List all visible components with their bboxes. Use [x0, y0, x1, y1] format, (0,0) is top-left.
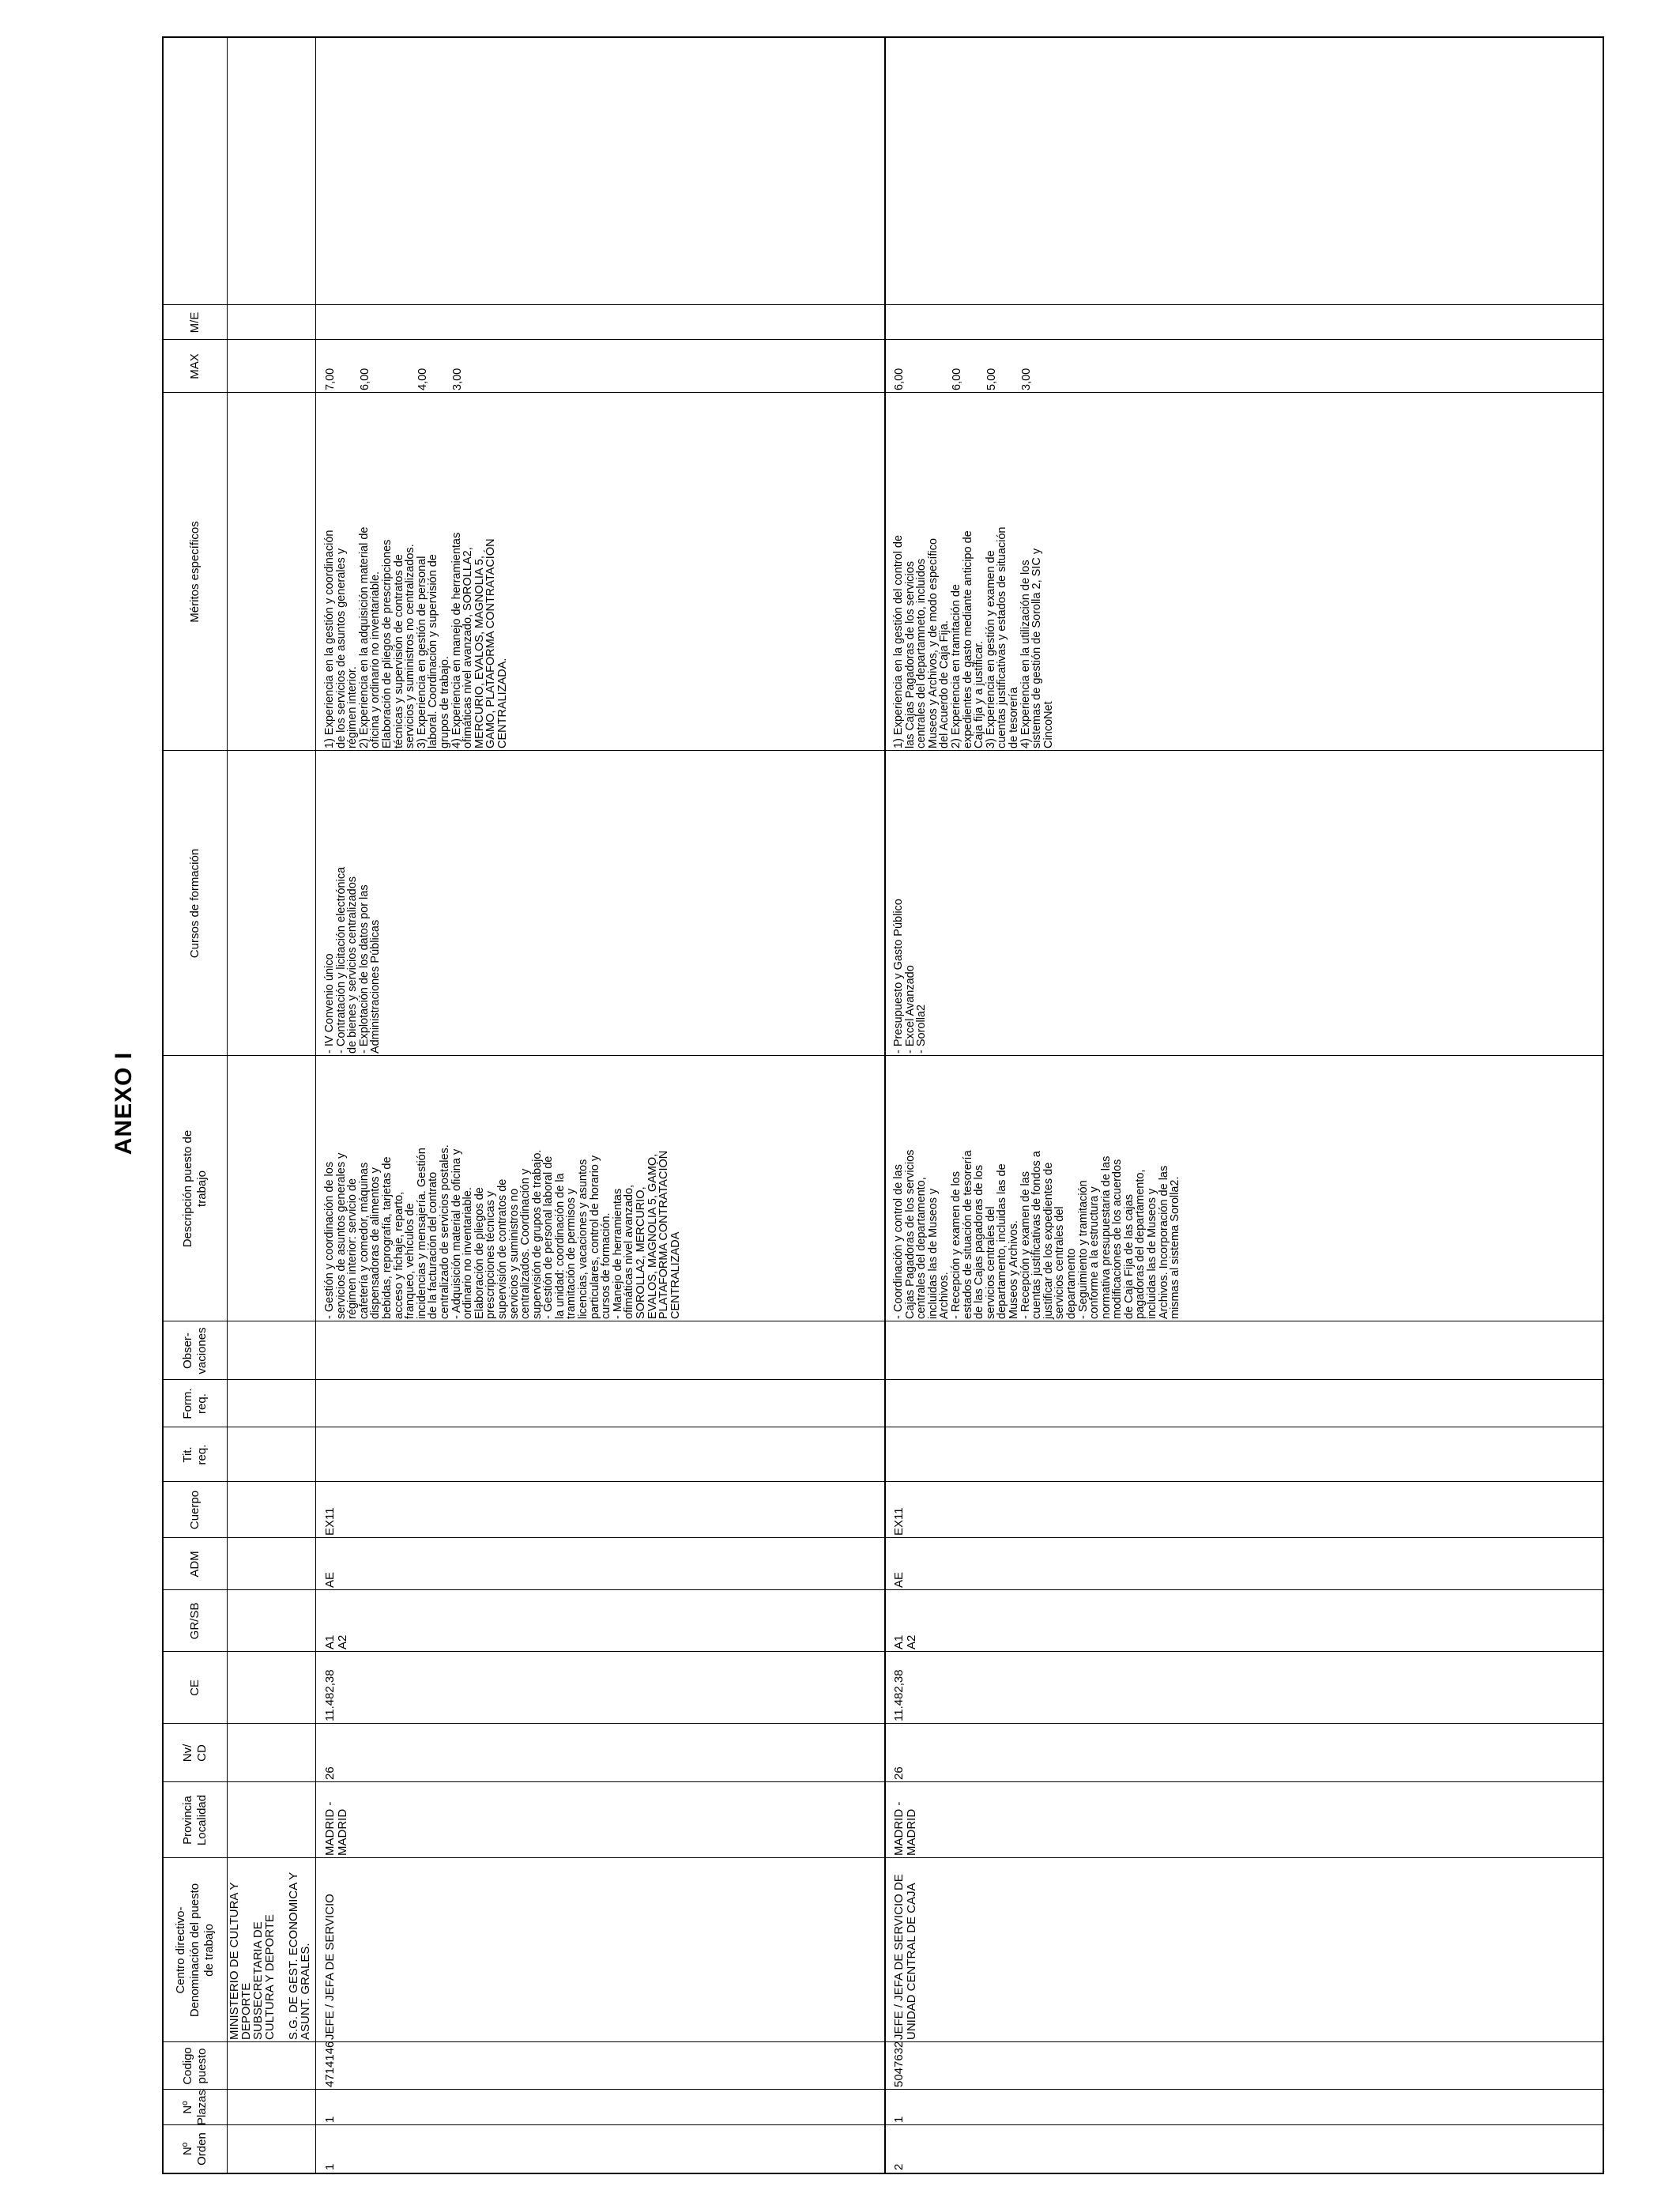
merit-max-score: 3,00	[451, 368, 464, 390]
merit-max-score: 3,00	[1020, 368, 1033, 390]
column-divider	[164, 1379, 1603, 1380]
column-divider	[164, 1481, 1603, 1482]
document-title: ANEXO I	[111, 1051, 137, 1155]
header-orden: Nº Orden	[181, 2132, 209, 2166]
column-divider	[164, 1781, 1603, 1782]
header-adm: ADM	[188, 1551, 202, 1578]
merit-item: 4) Experiencia en la utilización de los sistemas de gestión de Sorolla 2, SIC y CincoNet	[1019, 548, 1055, 748]
row-2-grsb: A1 A2	[892, 1634, 918, 1649]
row-1-orden: 1	[323, 2163, 337, 2170]
header-codigo: Codigo puesto	[181, 2047, 209, 2085]
row-2-descripcion: - Coordinación y control de las Cajas Pagadoras de los servicios centrales del departamento, incluidas las de Museos y Archivos. - Recepción y examen de los estados de situación de tesorería de las Cajas pagadoras de los servicios centrales del departamento, incluidas las de Museos y Archivos. - Recepción y examen de las cuentas justificativas de fondos a justificar de los expedientes de servicios centrales del departamento - Seguimiento y tramitación conforme a la estructura y normativa presupuestaria de las modificaciones de los acuerdos de Caja Fija de las cajas pagadoras del departamento, incluidas las de Museos y Archivos. Incorporación de las mismas al sistema Sorolla2.	[892, 1149, 1182, 1319]
row-2-provincia: MADRID - MADRID	[892, 1801, 918, 1856]
column-divider	[164, 1857, 1603, 1858]
positions-table	[162, 36, 1604, 2174]
row-2-plazas: 1	[892, 2116, 906, 2123]
row-1-codigo: 4714146	[323, 2041, 337, 2087]
ministry-group-label: MINISTERIO DE CULTURA Y DEPORTE SUBSECRETARIA DE CULTURA Y DEPORTE S.G. DE GEST. ECONOMICA Y ASUNT. GRALES.	[228, 1872, 312, 2040]
merit-item: 2) Experiencia en tramitación de expedientes de gasto mediante anticipo de Caja fija y a justificar.	[949, 530, 986, 748]
column-divider	[164, 304, 1603, 305]
row-2-orden: 2	[892, 2163, 906, 2170]
row-2-nivel: 26	[892, 1766, 906, 1780]
header-cursos: Cursos de formación	[188, 848, 202, 959]
header-me: M/E	[188, 311, 202, 334]
row-1-ce: 11.482,38	[323, 1669, 337, 1721]
merit-max-score: 4,00	[416, 368, 429, 390]
row-2-codigo: 5047632	[892, 2041, 906, 2087]
row-2-denominacion: JEFE / JEFA DE SERVICIO DE UNIDAD CENTRAL DE CAJA	[892, 1874, 918, 2040]
column-divider	[164, 750, 1603, 751]
row-1-adm: AE	[323, 1571, 337, 1588]
row-1-cursos: - IV Convenio único - Contratación y licitación electrónica de bienes y servicios centralizados - Explotación de los datos por las Administraciones Públicas	[323, 866, 382, 1054]
row-2-adm: AE	[892, 1571, 906, 1588]
row-2-cuerpo: EX11	[892, 1507, 906, 1536]
column-divider	[164, 2041, 1603, 2042]
row-1-cuerpo: EX11	[323, 1507, 337, 1536]
merit-item: 1) Experiencia en la gestión del control de las Cajas Pagadoras de los servicios centrales del departamneto, incluidos Museos y Archivos, y de modo específico del Acuerdo de Caja Fija.	[892, 534, 951, 748]
row-1-plazas: 1	[323, 2116, 337, 2123]
merit-item: 4) Experiencia en manejo de herramientas ofimáticas nivel avanzado, SOROLLA2, MERCURIO, EVALOS, MAGNOLIA 5, GAMO, PLATAFORMA CONTRATACIÓN CENTRALIZADA.	[450, 532, 509, 748]
merit-max-score: 6,00	[893, 368, 906, 390]
header-obs: Obser- vaciones	[181, 1327, 209, 1374]
merit-max-score: 7,00	[324, 368, 337, 390]
merit-item: 3) Experiencia en gestión y examen de cuentas justificativas y estados de situación de tesorería	[984, 526, 1020, 748]
column-divider	[164, 1589, 1603, 1590]
merit-item: 1) Experiencia en la gestión y coordinación de los servicios de asuntos generales y régimen interior.	[323, 530, 360, 748]
header-form: Form. req.	[181, 1388, 209, 1419]
column-divider	[164, 1651, 1603, 1652]
column-divider	[164, 2124, 1603, 2125]
header-ce: CE	[188, 1679, 202, 1696]
row-1-denominacion: JEFE / JEFA DE SERVICIO	[323, 1894, 337, 2040]
merit-max-score: 6,00	[951, 368, 963, 390]
merit-max-score: 6,00	[359, 368, 371, 390]
row-1-nivel: 26	[323, 1766, 337, 1780]
row-1-provincia: MADRID - MADRID	[323, 1801, 349, 1856]
header-grsb: GR/SB	[188, 1602, 202, 1640]
column-divider	[164, 1537, 1603, 1538]
header-plazas: Nº Plazas	[181, 2089, 209, 2126]
merit-item: 3) Experiencia en gestión de personal laboral. Coordinación y supervisión de grupos de trabajo.	[415, 554, 451, 748]
header-cuerpo: Cuerpo	[188, 1490, 202, 1530]
row-2-cursos: - Presupuesto y Gasto Público - Excel Avanzado - Sorolla2	[892, 899, 929, 1054]
column-divider	[164, 392, 1603, 393]
row-1-meritos	[324, 393, 509, 751]
row-2-ce: 11.482,38	[892, 1669, 906, 1721]
header-meritos: Méritos específicos	[188, 521, 202, 623]
row-1-grsb: A1 A2	[323, 1634, 349, 1649]
row-2-meritos	[893, 393, 1054, 751]
header-descripcion: Descripción puesto de trabajo	[181, 1129, 209, 1248]
row-1-descripcion: - Gestión y coordinación de los servicios de asuntos generales y régimen interior: servicio de cafetería y comedor, máquinas dispensadoras de alimentos y bebidas, reprografía, tarjetas de acceso y fichaje, reparto, franqueo, vehículos de incidencias y mensajería. Gestión de la facturación del contrato centralizado de servicios postales. - Adquisición material de oficina y ordinario no inventariable. Elaboración de pliegos de prescripciones técnicas y supervisión de contratos de servicios y suministros no centralizados. Coordinación y supervisión de grupos de trabajo. - Gestión de personal laboral de la unidad: coordinación de la tramitación de permisos y licencias, vacaciones y asuntos particulares, control de horario y cursos de formación. - Manejo de herramientas ofimáticas nivel avanzado, SOROLLA2, MERCURIO, EVALOS, MAGNOLIA 5, GAMO, PLATAFORMA CONTRATACIÓN CENTRALIZADA	[323, 1144, 682, 1319]
header-tit: Tit. req.	[181, 1444, 209, 1465]
merit-item: 2) Experiencia en la adquisición material de oficina y ordinario no inventariable. Elaboración de pliegos de prescripciones técnicas y supervisión de contratos de servicios y suministros no centralizados.	[357, 526, 417, 748]
column-divider	[164, 1723, 1603, 1724]
header-nivel: Nv/ CD	[181, 1744, 209, 1762]
row-divider	[884, 38, 886, 2173]
column-divider	[164, 2089, 1603, 2090]
header-provincia: Provincia Localidad	[181, 1794, 209, 1846]
header-max: MAX	[188, 353, 202, 379]
column-divider	[164, 1055, 1603, 1056]
header-centro: Centro directivo- Denominación del puesto de trabajo	[174, 1883, 216, 2018]
header-divider	[227, 38, 228, 2173]
merit-max-score: 5,00	[985, 368, 998, 390]
column-divider	[164, 339, 1603, 340]
group-divider	[315, 38, 316, 2173]
